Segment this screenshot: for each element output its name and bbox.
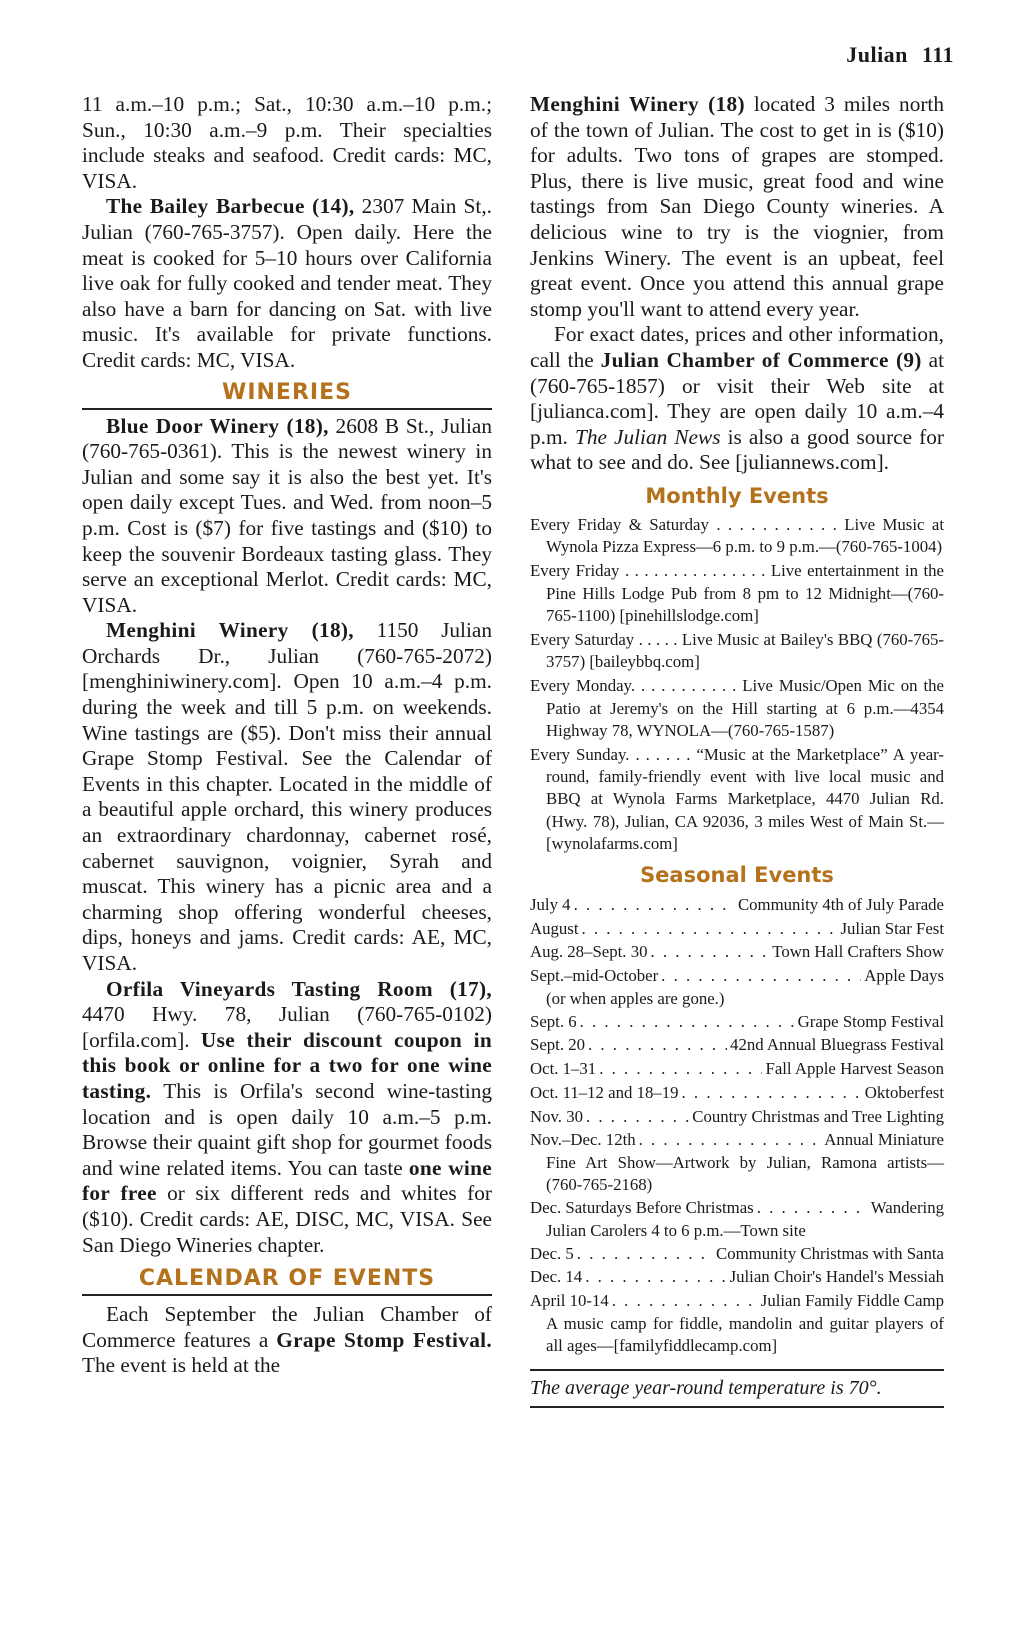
- seasonal-event-note: Fine Art Show—Artwork by Julian, Ramona artists—(760-765-2168): [546, 1152, 944, 1194]
- seasonal-events-list: [530, 893, 944, 1357]
- footer-rule-bottom: [530, 1406, 944, 1408]
- seasonal-event-row: [530, 1128, 944, 1152]
- monthly-events-heading: Monthly Events: [645, 483, 829, 508]
- monthly-event-day: Every Friday . . . . . . . . . . . . . . .: [530, 561, 771, 581]
- monthly-event-text: “Music at the Marketplace” A year-round, family-friendly event with live local music and BBQ at Wynola Farms Marketplace, 4470 Julian Rd. (Hwy. 78), Julian, CA 92036, 3 miles West of Main St.—[wynolafarms.com]: [546, 744, 944, 853]
- monthly-event-day: Every Sunday. . . . . . .: [530, 744, 697, 764]
- seasonal-event-date: Nov. 30: [530, 1106, 583, 1126]
- seasonal-event-row: [530, 893, 944, 917]
- seasonal-event-date: Dec. Saturdays Before Christmas: [530, 1197, 754, 1217]
- seasonal-event-date: Nov.–Dec. 12th: [530, 1130, 636, 1150]
- seasonal-event-name: Julian Star Fest: [840, 918, 944, 938]
- seasonal-event-row: [530, 1057, 944, 1081]
- seasonal-event-row: [530, 1196, 944, 1220]
- bailey-barbecue-text: 2307 Main St,. Julian (760-765-3757). Open daily. Here the meat is cooked for 5–10 hours over California live oak for fully cooked and tender meat. They also have a barn for dancing on Sat. with live music. It's available for private functions. Credit cards: MC, VISA.: [82, 194, 493, 372]
- seasonal-event-note: Julian Carolers 4 to 6 p.m.—Town site: [546, 1220, 806, 1240]
- seasonal-event-row: [530, 1081, 944, 1105]
- header-section-title: Julian: [846, 42, 908, 67]
- bailey-barbecue-name: The Bailey Barbecue (14),: [106, 194, 355, 219]
- seasonal-event-name: Oktoberfest: [864, 1082, 944, 1102]
- right-column: [530, 92, 944, 1408]
- page-number: 111: [921, 42, 954, 67]
- monthly-event-item: [530, 744, 944, 855]
- wineries-heading-block: [82, 378, 492, 410]
- seasonal-event-name: Country Christmas and Tree Lighting: [692, 1106, 944, 1126]
- seasonal-event-row: [530, 1289, 944, 1313]
- seasonal-event-name: Apple Days: [864, 966, 944, 986]
- orfila-vineyards-name: Orfila Vineyards Tasting Room (17),: [106, 976, 492, 1001]
- blue-door-winery-text: 2608 B St., Julian (760-765-0361). This is the newest winery in Julian and some say it is also the best yet. It's open daily except Tues. and Wed. from noon–5 p.m. Cost is ($7) for five tastings and ($10) to keep the souvenir Bordeaux tasting glass. They serve an exceptional Merlot. Credit cards: MC, VISA.: [82, 413, 492, 617]
- chamber-of-commerce-name: Julian Chamber of Commerce (9): [600, 347, 922, 372]
- monthly-event-day: Every Saturday . . . . .: [530, 629, 682, 649]
- blue-door-winery-name: Blue Door Winery (18),: [106, 413, 329, 438]
- menghini-winery-entry: [82, 618, 492, 976]
- chamber-info-paragraph: [530, 322, 944, 476]
- orfila-discount-note: Use their discount coupon in this book or online for a two for one wine tasting.: [82, 1027, 492, 1103]
- calendar-intro-paragraph: [82, 1302, 492, 1379]
- chamber-info-text-1: For exact dates, prices and other information, call the: [530, 322, 944, 372]
- grape-stomp-details-paragraph: [530, 92, 944, 322]
- seasonal-event-name: Grape Stomp Festival: [797, 1011, 944, 1031]
- wineries-heading: WINERIES: [222, 379, 352, 405]
- seasonal-event-date: Oct. 1–31: [530, 1059, 597, 1079]
- seasonal-event-row: [530, 917, 944, 941]
- monthly-event-text: Live entertainment in the Pine Hills Lodge Pub from 8 pm to 12 Midnight—(760-765-1100) [pinehillslodge.com]: [546, 561, 944, 625]
- seasonal-event-date: Dec. 5: [530, 1243, 574, 1263]
- seasonal-event-name: Wandering: [870, 1197, 944, 1217]
- seasonal-event-row: [530, 1010, 944, 1034]
- monthly-event-text: Live Music at Bailey's BBQ (760-765-3757) [baileybbq.com]: [546, 629, 944, 672]
- chamber-info-text-3: is also a good source for what to see and do. See [juliannews.com].: [530, 424, 945, 475]
- seasonal-event-row: [530, 1033, 944, 1057]
- seasonal-events-heading: Seasonal Events: [640, 862, 834, 887]
- menghini-winery-ref: Menghini Winery (18): [530, 92, 745, 116]
- monthly-event-item: [530, 560, 944, 627]
- seasonal-event-name: Julian Choir's Handel's Messiah: [729, 1267, 944, 1287]
- orfila-text-3: or six different reds and whites for ($10). Credit cards: AE, DISC, MC, VISA. See San Diego Wineries chapter.: [82, 1181, 492, 1257]
- monthly-events-list: [530, 514, 944, 855]
- grape-stomp-festival-name: Grape Stomp Festival.: [276, 1327, 492, 1352]
- seasonal-event-name: Julian Family Fiddle Camp: [760, 1291, 944, 1311]
- seasonal-event-date: July 4: [530, 894, 571, 914]
- calendar-text-1: Each September the Julian Chamber of Commerce features a: [82, 1302, 492, 1352]
- seasonal-event-date: Sept.–mid-October: [530, 966, 659, 986]
- orfila-text-1: 4470 Hwy. 78, Julian (760-765-0102) [orfila.com].: [82, 1002, 492, 1052]
- seasonal-event-date: Sept. 6: [530, 1011, 577, 1031]
- seasonal-event-row: [530, 1105, 944, 1129]
- monthly-event-item: [530, 675, 944, 742]
- menghini-winery-name: Menghini Winery (18),: [106, 618, 354, 643]
- julian-news-title: The Julian News: [574, 424, 721, 449]
- seasonal-event-row: [530, 1265, 944, 1289]
- monthly-event-item: [530, 514, 944, 558]
- seasonal-event-row: [530, 1242, 944, 1266]
- seasonal-event-date: Sept. 20: [530, 1035, 586, 1055]
- restaurant-hours-paragraph: 11 a.m.–10 p.m.; Sat., 10:30 a.m.–10 p.m.; Sun., 10:30 a.m.–9 p.m. Their specialties include steaks and seafood. Credit cards: MC, VISA.: [82, 92, 492, 193]
- monthly-event-item: [530, 629, 944, 673]
- seasonal-event-date: Aug. 28–Sept. 30: [530, 942, 648, 962]
- seasonal-event-name: 42nd Annual Bluegrass Festival: [730, 1035, 944, 1055]
- calendar-heading-block: [82, 1264, 492, 1296]
- chamber-info-text-2: at (760-765-1857) or visit their Web site at [julianca.com]. They are open daily 10 a.m.–4 p.m.: [530, 347, 945, 449]
- monthly-event-text: Live Music at Wynola Pizza Express—6 p.m. to 9 p.m.—(760-765-1004): [546, 514, 944, 557]
- seasonal-event-note: A music camp for fiddle, mandolin and guitar players of all ages—[familyfiddlecamp.com]: [546, 1313, 944, 1355]
- monthly-event-day: Every Monday. . . . . . . . . . .: [530, 676, 743, 696]
- grape-stomp-details-text: located 3 miles north of the town of Julian. The cost to get in is ($10) for adults. Two tons of grapes are stomped. Plus, there is live music, great food and wine tastings from San Diego County wineries. A delicious wine to try is the viognier, from Jenkins Winery. The event is an upbeat, feel great event. Once you attend this annual grape stomp you'll want to attend every year.: [530, 92, 945, 321]
- orfila-text-2: This is Orfila's second wine-tasting location and is open daily 10 a.m.–5 p.m. Browse their quaint gift shop for gourmet foods and wine related items. You can taste: [82, 1078, 492, 1180]
- orfila-vineyards-entry: [82, 977, 492, 1259]
- seasonal-event-row: [530, 964, 944, 988]
- seasonal-event-name: Community Christmas with Santa: [716, 1243, 944, 1263]
- seasonal-event-date: April 10-14: [530, 1291, 609, 1311]
- calendar-text-2: The event is held at the: [82, 1353, 281, 1378]
- menghini-winery-text: 1150 Julian Orchards Dr., Julian (760-765-2072) [menghiniwinery.com]. Open 10 a.m.–4 p.m. during the week and till 5 p.m. on weekends. Wine tastings are ($5). Don't miss their annual Grape Stomp Festival. See the Calendar of Events in this chapter. Located in the middle of a beautiful apple orchard, this winery produces an extraordinary chardonnay, cabernet rosé, cabernet sauvignon, voignier, Syrah and muscat. This winery has a picnic area and a charming shop offering wonderful cheeses, dips, honeys and jams. Credit cards: AE, MC, VISA.: [82, 618, 492, 975]
- monthly-event-day: Every Friday & Saturday . . . . . . . . . . .: [530, 514, 845, 534]
- temperature-note: The average year-round temperature is 70°.: [530, 1376, 882, 1399]
- bailey-barbecue-entry: [82, 194, 492, 373]
- monthly-event-text: Live Music/Open Mic on the Patio at Jeremy's on the Hill starting at 6 p.m.—4354 Highway 78, WYNOLA—(760-765-1587): [546, 676, 945, 740]
- running-header: [846, 42, 954, 68]
- seasonal-event-date: Oct. 11–12 and 18–19: [530, 1082, 679, 1102]
- seasonal-event-name: Community 4th of July Parade: [737, 894, 944, 914]
- seasonal-event-date: Dec. 14: [530, 1267, 583, 1287]
- blue-door-winery-entry: [82, 414, 492, 619]
- left-column: [82, 92, 492, 1379]
- orfila-free-wine-note: one wine for free: [82, 1155, 492, 1206]
- seasonal-event-note: (or when apples are gone.): [546, 988, 725, 1008]
- calendar-heading: CALENDAR OF EVENTS: [138, 1266, 436, 1292]
- seasonal-event-date: August: [530, 918, 579, 938]
- seasonal-event-name: Town Hall Crafters Show: [772, 942, 944, 962]
- seasonal-event-name: Annual Miniature: [824, 1130, 944, 1150]
- seasonal-event-row: [530, 940, 944, 964]
- seasonal-event-name: Fall Apple Harvest Season: [765, 1059, 944, 1079]
